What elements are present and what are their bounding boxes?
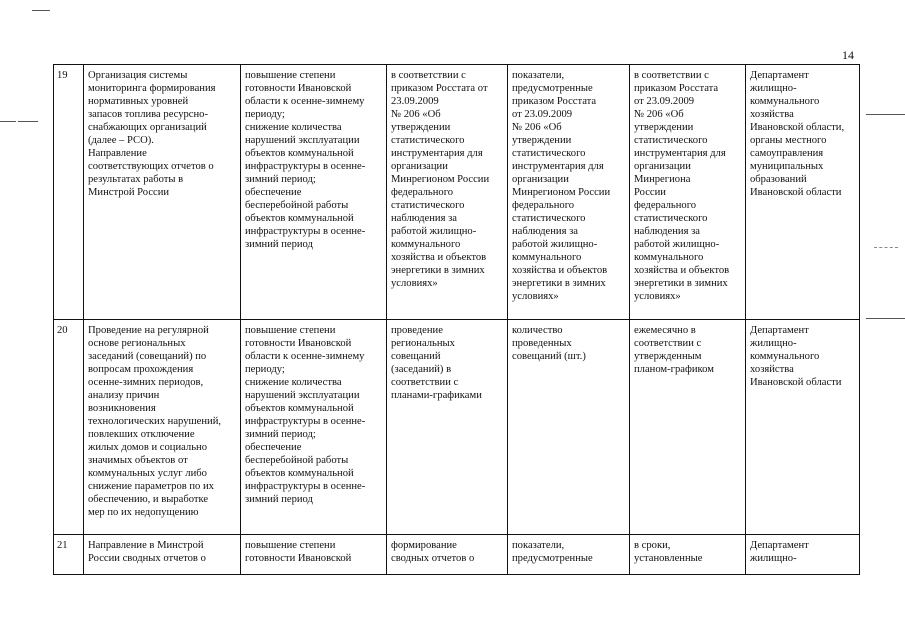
- scan-mark: [32, 10, 50, 11]
- indicators-cell: количество проведенных совещаний (шт.): [508, 320, 630, 535]
- indicators-cell: показатели, предусмотренные приказом Росстата от 23.09.2009 № 206 «Об утверждении статистического инструментария для организации Минрегионом России федерального статистического наблюдения за работой жилищно- коммунального хозяйства и объектов энергетики в зимних условиях»: [508, 65, 630, 320]
- scan-mark: [874, 247, 898, 248]
- goal-cell: повышение степени готовности Ивановской: [241, 535, 387, 575]
- row-number: 19: [54, 65, 84, 320]
- responsible-cell: Департамент жилищно- коммунального хозяйства Ивановской области: [746, 320, 860, 535]
- indicators-cell: показатели, предусмотренные: [508, 535, 630, 575]
- result-cell: в соответствии с приказом Росстата от 23.09.2009 № 206 «Об утверждении статистического инструментария для организации Минрегионом России федерального статистического наблюдения за работой жилищно- коммунального хозяйства и объектов энергетики в зимних условиях»: [387, 65, 508, 320]
- activity-cell: Проведение на регулярной основе региональных заседаний (совещаний) по вопросам прохождения осенне-зимних периодов, анализу причин возникновения технологических нарушений, повлекших отключение жилых домов и социально значимых объектов от коммунальных услуг либо снижение параметров по их обеспечению, и выработке мер по их недопущению: [84, 320, 241, 535]
- result-cell: проведение региональных совещаний (заседаний) в соответствии с планами-графиками: [387, 320, 508, 535]
- activity-cell: Направление в Минстрой России сводных отчетов о: [84, 535, 241, 575]
- responsible-cell: Департамент жилищно- коммунального хозяйства Ивановской области, органы местного самоуправления муниципальных образований Ивановской области: [746, 65, 860, 320]
- table-row: [54, 320, 860, 535]
- table-row: [54, 535, 860, 575]
- goal-cell: повышение степени готовности Ивановской области к осенне-зимнему периоду; снижение количества нарушений эксплуатации объектов коммунальной инфраструктуры в осенне- зимний период; обеспечение бесперебойной работы объектов коммунальной инфраструктуры в осенне- зимний период: [241, 320, 387, 535]
- responsible-cell: Департамент жилищно-: [746, 535, 860, 575]
- page-number: 14: [842, 48, 854, 62]
- result-cell: формирование сводных отчетов о: [387, 535, 508, 575]
- row-number: 21: [54, 535, 84, 575]
- activity-cell: Организация системы мониторинга формирования нормативных уровней запасов топлива ресурсно- снабжающих организаций (далее – РСО). Направление соответствующих отчетов о результатах работы в Минстрой России: [84, 65, 241, 320]
- deadline-cell: в сроки, установленные: [630, 535, 746, 575]
- row-number: 20: [54, 320, 84, 535]
- deadline-cell: в соответствии с приказом Росстата от 23.09.2009 № 206 «Об утверждении статистического инструментария для организации Минрегиона России федерального статистического наблюдения за работой жилищно- коммунального хозяйства и объектов энергетики в зимних условиях»: [630, 65, 746, 320]
- scan-mark: [866, 318, 905, 319]
- scan-mark: [866, 114, 905, 115]
- scan-mark: [18, 121, 38, 122]
- plan-table: [53, 64, 860, 575]
- goal-cell: повышение степени готовности Ивановской области к осенне-зимнему периоду; снижение количества нарушений эксплуатации объектов коммунальной инфраструктуры в осенне- зимний период; обеспечение бесперебойной работы объектов коммунальной инфраструктуры в осенне- зимний период: [241, 65, 387, 320]
- table-row: [54, 65, 860, 320]
- deadline-cell: ежемесячно в соответствии с утвержденным планом-графиком: [630, 320, 746, 535]
- scan-mark: [0, 121, 16, 122]
